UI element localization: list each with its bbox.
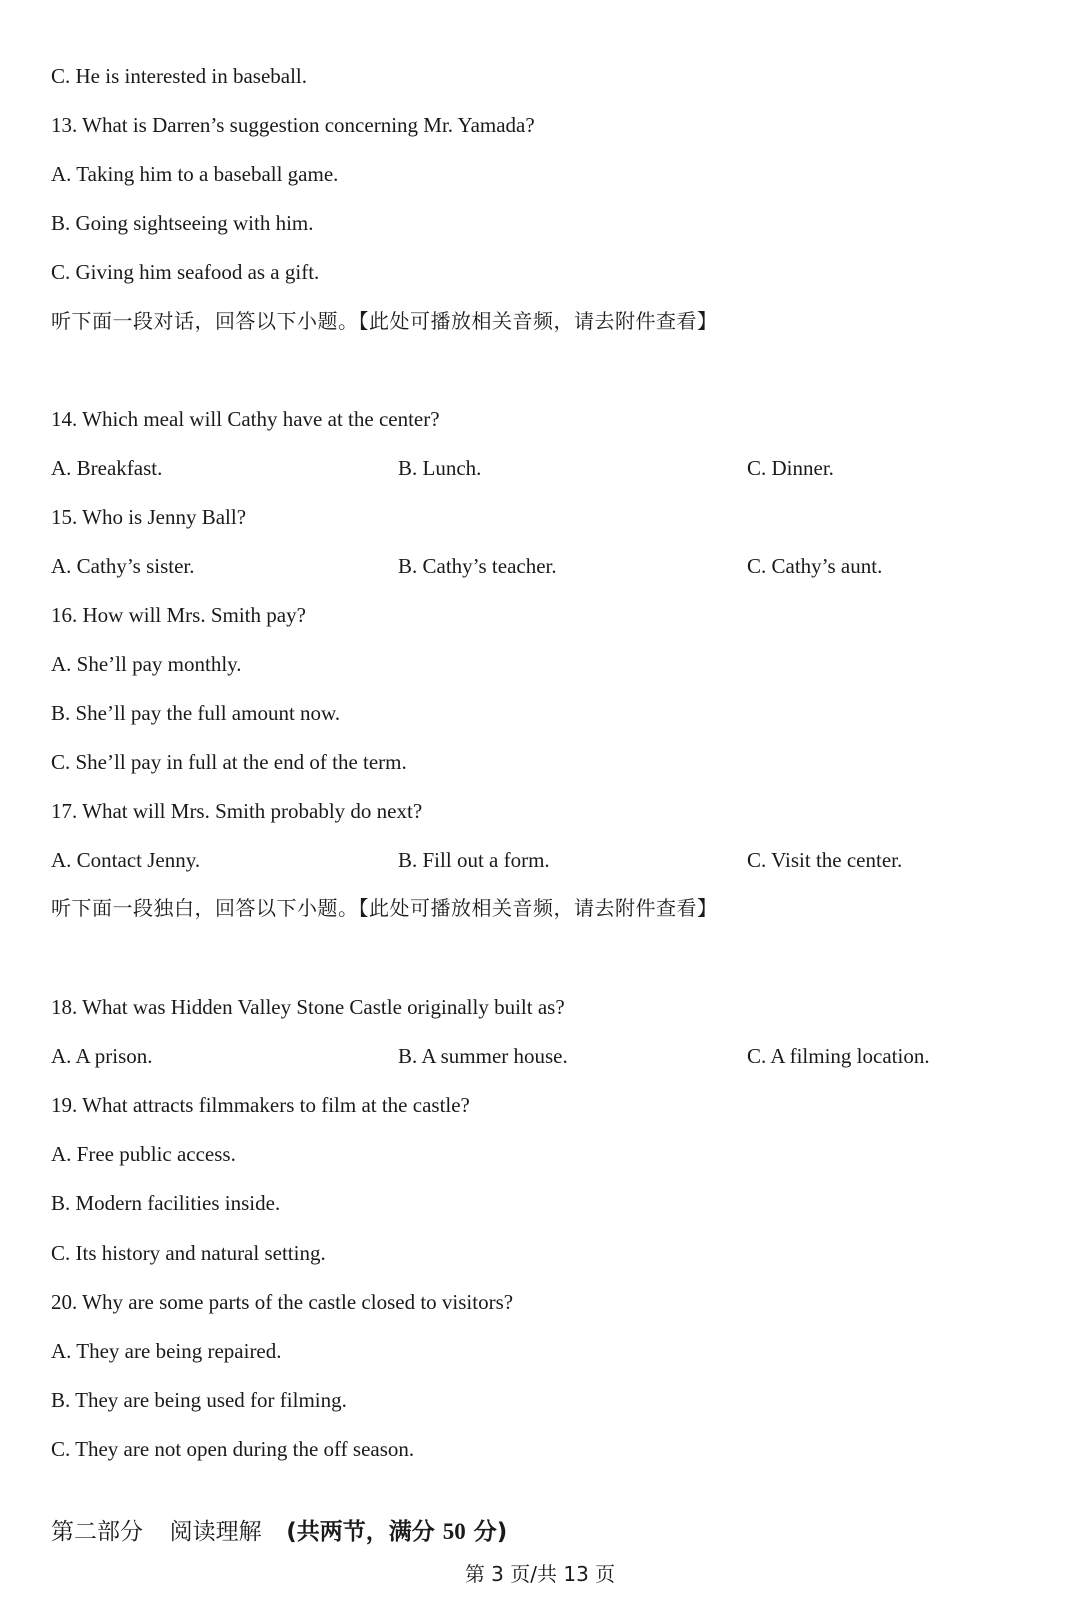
- q15-option-a: A. Cathy’s sister.: [51, 554, 195, 578]
- section-heading: [51, 1517, 507, 1547]
- q18-question: 18. What was Hidden Valley Stone Castle originally built as?: [51, 995, 565, 1019]
- q19-option-a: A. Free public access.: [51, 1142, 236, 1166]
- section-score: 50: [442, 1519, 466, 1544]
- q19-question: 19. What attracts filmmakers to film at the castle?: [51, 1093, 470, 1117]
- q12-option-c: C. He is interested in baseball.: [51, 64, 308, 88]
- q19-option-c: C. Its history and natural setting.: [51, 1241, 326, 1265]
- section-detail-prefix: (共两节，满分: [286, 1519, 435, 1545]
- q17-option-c: C. Visit the center.: [747, 848, 903, 872]
- q14-option-a: A. Breakfast.: [51, 456, 163, 480]
- q13-option-b: B. Going sightseeing with him.: [51, 211, 314, 235]
- q16-option-c: C. She’ll pay in full at the end of the term.: [51, 750, 407, 774]
- q14-question: 14. Which meal will Cathy have at the center?: [51, 407, 440, 431]
- q20-option-b: B. They are being used for filming.: [51, 1388, 347, 1412]
- q13-question: 13. What is Darren’s suggestion concerning Mr. Yamada?: [51, 113, 535, 137]
- instruction-monologue: 听下面一段独白，回答以下小题。【此处可播放相关音频，请去附件查看】: [51, 896, 718, 920]
- q20-option-a: A. They are being repaired.: [51, 1339, 282, 1363]
- q14-option-b: B. Lunch.: [398, 456, 482, 480]
- q16-option-b: B. She’ll pay the full amount now.: [51, 701, 341, 725]
- q16-option-a: A. She’ll pay monthly.: [51, 652, 242, 676]
- q15-question: 15. Who is Jenny Ball?: [51, 505, 247, 529]
- q14-option-c: C. Dinner.: [747, 456, 834, 480]
- q20-option-c: C. They are not open during the off season.: [51, 1437, 415, 1461]
- q20-question: 20. Why are some parts of the castle closed to visitors?: [51, 1290, 514, 1314]
- page-footer: 第 3 页/共 13 页: [464, 1562, 616, 1586]
- q16-question: 16. How will Mrs. Smith pay?: [51, 603, 306, 627]
- q13-option-c: C. Giving him seafood as a gift.: [51, 260, 320, 284]
- q15-option-c: C. Cathy’s aunt.: [747, 554, 883, 578]
- q17-option-a: A. Contact Jenny.: [51, 848, 201, 872]
- q19-option-b: B. Modern facilities inside.: [51, 1191, 281, 1215]
- section-part: 第二部分: [51, 1519, 143, 1545]
- section-detail-suffix: 分): [473, 1519, 508, 1545]
- instruction-dialogue: 听下面一段对话，回答以下小题。【此处可播放相关音频，请去附件查看】: [51, 309, 718, 333]
- q18-option-c: C. A filming location.: [747, 1044, 930, 1068]
- q15-option-b: B. Cathy’s teacher.: [398, 554, 557, 578]
- q17-question: 17. What will Mrs. Smith probably do next?: [51, 799, 423, 823]
- q18-option-a: A. A prison.: [51, 1044, 153, 1068]
- q18-option-b: B. A summer house.: [398, 1044, 568, 1068]
- q13-option-a: A. Taking him to a baseball game.: [51, 162, 339, 186]
- q17-option-b: B. Fill out a form.: [398, 848, 550, 872]
- section-name: 阅读理解: [169, 1519, 262, 1545]
